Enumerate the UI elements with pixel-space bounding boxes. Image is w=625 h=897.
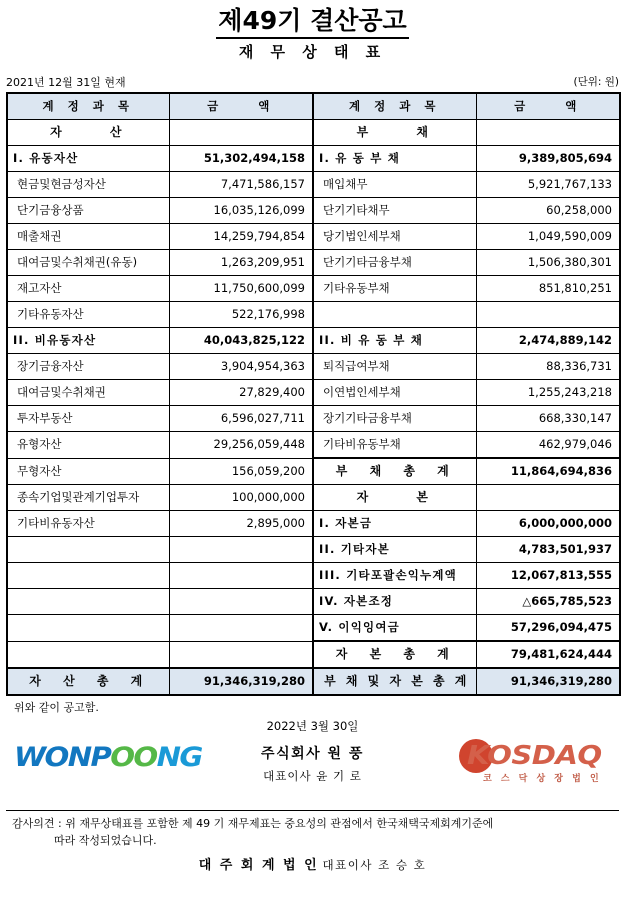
account-label: 단기기타채무 [313,198,476,224]
account-amount: 57,296,094,475 [476,615,620,642]
account-amount: 60,258,000 [476,198,620,224]
table-header-row [7,93,620,120]
table-cell-empty [169,641,313,668]
table-cell-empty [169,537,313,563]
account-amount: 2,895,000 [169,511,313,537]
section-header-label: 자 본 [313,485,476,511]
wonpoong-logo [14,742,202,773]
section-header-amount [476,485,620,511]
account-amount: 88,336,731 [476,354,620,380]
account-label: 이연법인세부채 [313,380,476,406]
table-row [7,276,620,302]
table-row [7,589,620,615]
table-header-account-left: 계 정 과 목 [7,93,169,120]
account-label: 기타비유동부채 [313,432,476,459]
table-row [7,406,620,432]
table-cell-empty [313,302,476,328]
account-label: I. 유 동 부 채 [313,146,476,172]
account-label: 현금및현금성자산 [7,172,169,198]
account-label: I. 자본금 [313,511,476,537]
table-row [7,224,620,250]
account-amount: 462,979,046 [476,432,620,459]
kosdaq-logo-word: KOSDAQ [467,741,602,771]
account-amount: 6,596,027,711 [169,406,313,432]
table-cell-empty [169,563,313,589]
table-row [7,250,620,276]
audit-opinion-line1: 감사의견 : 위 재무상태표를 포함한 제 49 기 재무제표는 중요성의 관점에서 한국채택국제회계기준에 [12,817,494,830]
account-amount: 3,904,954,363 [169,354,313,380]
table-cell-empty [169,589,313,615]
account-label: 장기기타금융부채 [313,406,476,432]
table-row [7,146,620,172]
account-label: IV. 자본조정 [313,589,476,615]
table-cell-empty [7,563,169,589]
account-amount: 4,783,501,937 [476,537,620,563]
table-row [7,458,620,485]
table-header-amount-right: 금 액 [476,93,620,120]
account-label: 단기기타금융부채 [313,250,476,276]
balance-sheet-body [7,93,620,695]
account-amount: 16,035,126,099 [169,198,313,224]
account-amount: 5,921,767,133 [476,172,620,198]
account-amount: 2,474,889,142 [476,328,620,354]
account-amount: 29,256,059,448 [169,432,313,459]
account-label: II. 비 유 동 부 채 [313,328,476,354]
account-label: 종속기업및관계기업투자 [7,485,169,511]
wonpoong-logo-part1: WONP [14,742,111,773]
audit-opinion [12,815,615,849]
liabilities-equity-total-amount: 91,346,319,280 [476,668,620,695]
section-header-label: 자 산 [7,120,169,146]
signature-date: 2022년 3월 30일 [266,719,359,733]
account-amount: 1,255,243,218 [476,380,620,406]
table-row [7,354,620,380]
wonpoong-logo-part2: OO [110,742,157,773]
signature-area [0,718,625,810]
account-label: 기타유동부채 [313,276,476,302]
balance-sheet-table [6,92,621,696]
account-label: II. 기타자본 [313,537,476,563]
auditor-block [0,858,625,873]
table-row [7,302,620,328]
as-of-date: 2021년 12월 31일 현재 [6,76,126,89]
table-cell-empty [476,302,620,328]
account-amount: 668,330,147 [476,406,620,432]
account-amount: 1,263,209,951 [169,250,313,276]
grand-total-row [7,668,620,695]
account-label: 대여금및수취채권 [7,380,169,406]
table-row [7,172,620,198]
auditor-representative: 대표이사 조 승 호 [322,858,427,872]
table-row [7,328,620,354]
account-label: V. 이익잉여금 [313,615,476,642]
table-row [7,198,620,224]
account-amount: 851,810,251 [476,276,620,302]
table-row [7,485,620,511]
kosdaq-logo-subtitle: 코 스 닥 상 장 법 인 [483,774,602,784]
account-label: 기타비유동자산 [7,511,169,537]
total-row-amount: 79,481,624,444 [476,641,620,668]
account-label: 당기법인세부채 [313,224,476,250]
table-row [7,537,620,563]
audit-opinion-line2: 따라 작성되었습니다. [54,834,157,847]
unit-note: (단위: 원) [573,76,619,88]
table-row [7,641,620,668]
account-label: 유형자산 [7,432,169,459]
ceo-name: 대표이사 윤 기 로 [263,769,362,783]
account-label: 무형자산 [7,458,169,485]
account-label: 퇴직급여부채 [313,354,476,380]
table-row [7,563,620,589]
table-header-amount-left: 금 액 [169,93,313,120]
account-amount: 27,829,400 [169,380,313,406]
account-label: 투자부동산 [7,406,169,432]
account-label: 기타유동자산 [7,302,169,328]
account-label: 단기금융상품 [7,198,169,224]
account-amount: 156,059,200 [169,458,313,485]
auditor-firm: 대 주 회 계 법 인 [198,858,319,873]
account-amount: 14,259,794,854 [169,224,313,250]
account-amount: △665,785,523 [476,589,620,615]
account-label: I. 유동자산 [7,146,169,172]
liabilities-equity-total-label: 부 채 및 자 본 총 계 [313,668,476,695]
account-amount: 522,176,998 [169,302,313,328]
public-notice-text: 위와 같이 공고함. [14,701,99,714]
total-row-amount: 11,864,694,836 [476,458,620,485]
account-amount: 7,471,586,157 [169,172,313,198]
account-amount: 12,067,813,555 [476,563,620,589]
account-label: II. 비유동자산 [7,328,169,354]
account-amount: 51,302,494,158 [169,146,313,172]
table-cell-empty [169,615,313,642]
account-amount: 1,506,380,301 [476,250,620,276]
page-title-text: 제49기 결산공고 [216,6,408,39]
account-amount: 9,389,805,694 [476,146,620,172]
table-cell-empty [7,589,169,615]
section-header-amount [169,120,313,146]
audit-divider [6,810,619,811]
account-label: 재고자산 [7,276,169,302]
table-row [7,511,620,537]
account-amount: 11,750,600,099 [169,276,313,302]
table-header-account-right: 계 정 과 목 [313,93,476,120]
total-row-label: 자 본 총 계 [313,641,476,668]
account-amount: 1,049,590,009 [476,224,620,250]
account-label: 대여금및수취채권(유동) [7,250,169,276]
account-label: 매입채무 [313,172,476,198]
account-label: 매출채권 [7,224,169,250]
page-subtitle: 재 무 상 태 표 [238,43,387,61]
company-name: 주식회사 원 풍 [261,746,364,762]
account-amount: 6,000,000,000 [476,511,620,537]
wonpoong-logo-part3: NG [156,742,202,773]
table-row [7,615,620,642]
table-row [7,380,620,406]
total-row-label: 부 채 총 계 [313,458,476,485]
section-header-amount [476,120,620,146]
table-cell-empty [7,641,169,668]
table-row [7,432,620,459]
assets-total-label: 자 산 총 계 [7,668,169,695]
table-row [7,120,620,146]
account-amount: 40,043,825,122 [169,328,313,354]
assets-total-amount: 91,346,319,280 [169,668,313,695]
section-header-label: 부 채 [313,120,476,146]
page-title [0,6,625,36]
meta-row [6,76,619,89]
account-label: III. 기타포괄손익누계액 [313,563,476,589]
table-cell-empty [7,615,169,642]
table-cell-empty [7,537,169,563]
account-amount: 100,000,000 [169,485,313,511]
account-label: 장기금융자산 [7,354,169,380]
kosdaq-logo [455,736,615,794]
